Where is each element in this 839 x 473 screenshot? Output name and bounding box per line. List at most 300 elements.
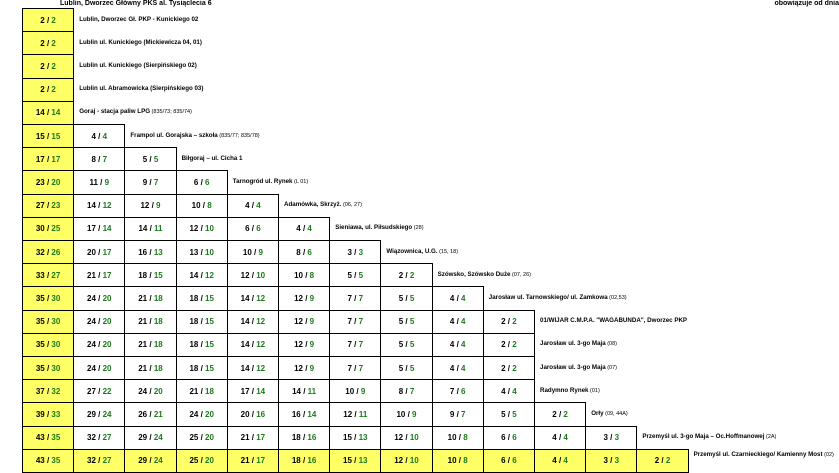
fare-cell: 21 / 17 [227,426,279,450]
fare-cell: 7 / 7 [329,310,381,334]
fare-cell: 2 / 2 [22,31,74,55]
fare-cell: 10 / 8 [432,426,484,450]
fare-normal: 32 [35,247,45,257]
fare-cell: 17 / 14 [227,379,279,403]
stop-codes: (835/77; 835/78) [217,132,260,139]
fare-cell: 16 / 14 [278,402,330,426]
fare-cell: 24 / 20 [73,286,125,310]
fare-reduced: 2 [665,456,671,466]
stop-name [79,85,203,93]
fare-reduced: 18 [153,293,163,303]
stop-label: 01/WIJAR C.M.P.A. "WAGABUNDA", Dworzec PKP [540,317,688,325]
fare-normal: 2 [552,409,557,419]
fare-cell: 2 / 2 [380,263,432,287]
stop-name [233,178,308,186]
fare-normal: 18 [189,363,199,373]
fare-reduced: 9 [309,293,315,303]
stop-name [540,340,617,348]
fare-cell: 12 / 10 [176,217,228,241]
fare-cell: 10 / 8 [176,194,228,218]
fare-normal: 10 [191,201,201,211]
fare-reduced: 10 [205,224,214,234]
fare-reduced: 5 [409,293,415,303]
fare-reduced: 12 [256,317,266,327]
stop-label: Radymno Rynek [540,386,589,394]
fare-reduced: 13 [358,433,368,443]
fare-cell: 14 / 12 [227,333,279,357]
fare-reduced: 30 [51,293,61,303]
fare-normal: 6 [245,224,250,234]
fare-normal: 4 [449,293,455,303]
fare-normal: 5 [142,154,148,164]
fare-normal: 4 [552,433,557,443]
fare-reduced: 16 [256,409,266,419]
fare-cell: 35 / 30 [22,333,74,357]
fare-cell: 4 / 4 [432,310,484,334]
fare-normal: 21 [138,317,148,327]
fare-cell: 2 / 2 [483,333,535,357]
stop-label: Przemyśl ul. Czarnieckiego/ Kamienny Most [693,450,823,458]
fare-cell: 25 / 20 [176,449,228,473]
fare-reduced: 11 [307,386,317,396]
fare-reduced: 20 [153,386,163,396]
fare-reduced: 8 [309,270,315,280]
fare-reduced: 20 [102,293,112,303]
fare-cell: 12 / 9 [124,194,176,218]
stop-label: Lublin ul. Kunickiego (Mickiewicza 04, 01) [79,38,202,46]
fare-reduced: 7 [358,317,364,327]
fare-cell: 18 / 16 [278,449,330,473]
fare-reduced: 11 [358,409,368,419]
stop-label: Adamówka, Skrzyż. [284,201,342,209]
fare-normal: 21 [189,386,199,396]
fare-normal: 12 [140,201,150,211]
fare-cell: 21 / 18 [124,333,176,357]
fare-normal: 14 [240,340,250,350]
fare-reduced: 4 [102,131,108,141]
fare-cell: 25 / 20 [176,426,228,450]
fare-cell: 18 / 15 [124,263,176,287]
fare-cell: 4 / 4 [73,124,125,148]
fare-cell: 7 / 7 [329,333,381,357]
fare-reduced: 32 [51,386,61,396]
fare-reduced: 5 [153,154,159,164]
fare-normal: 4 [449,317,455,327]
fare-normal: 2 [501,340,506,350]
fare-normal: 2 [40,38,45,48]
fare-normal: 4 [552,456,557,466]
stop-name [386,248,458,256]
fare-normal: 12 [294,363,303,373]
fare-reduced: 18 [153,363,163,373]
stop-name [284,201,362,209]
page-title: Lublin, Dworzec Główny PKS al. Tysiąclecia 6 [60,0,212,7]
fare-reduced: 12 [256,363,266,373]
fare-cell: 32 / 26 [22,240,74,264]
fare-normal: 18 [189,293,199,303]
fare-cell: 3 / 3 [585,449,637,473]
fare-normal: 2 [40,85,45,95]
fare-cell: 2 / 2 [483,356,535,380]
fare-cell: 12 / 9 [278,286,330,310]
fare-cell: 10 / 9 [380,402,432,426]
fare-reduced: 9 [309,340,315,350]
stop-name [540,387,600,395]
fare-reduced: 6 [512,456,517,466]
fare-cell: 2 / 2 [22,54,74,78]
fare-cell: 15 / 13 [329,449,381,473]
fare-normal: 20 [87,247,96,257]
fare-cell: 14 / 14 [22,101,74,125]
fare-normal: 35 [35,340,45,350]
fare-cell: 12 / 9 [278,333,330,357]
fare-reduced: 18 [205,386,214,396]
fare-reduced: 9 [104,177,110,187]
fare-cell: 12 / 9 [278,356,330,380]
stop-name [130,132,259,140]
fare-normal: 18 [138,270,148,280]
fare-reduced: 20 [51,177,61,187]
fare-reduced: 16 [307,433,317,443]
fare-cell: 4 / 4 [432,356,484,380]
fare-reduced: 20 [205,433,214,443]
fare-normal: 24 [138,386,148,396]
fare-normal: 21 [240,456,250,466]
fare-normal: 7 [347,317,352,327]
stop-codes: (06, 27) [341,202,362,209]
stop-codes: (15, 18) [437,248,459,255]
fare-cell: 20 / 17 [73,240,125,264]
fare-cell: 7 / 7 [329,286,381,310]
fare-normal: 5 [347,270,352,280]
fare-reduced: 6 [512,433,517,443]
fare-reduced: 15 [153,270,163,280]
fare-reduced: 8 [463,456,468,466]
fare-cell: 12 / 11 [329,402,381,426]
fare-normal: 21 [87,270,96,280]
fare-normal: 3 [347,247,352,257]
fare-normal: 9 [449,409,455,419]
fare-cell: 9 / 7 [432,402,484,426]
fare-cell: 4 / 4 [432,333,484,357]
fare-reduced: 26 [51,247,61,257]
fare-reduced: 24 [102,409,112,419]
fare-cell: 24 / 20 [73,333,125,357]
fare-reduced: 10 [205,247,214,257]
fare-reduced: 2 [409,270,415,280]
fare-normal: 12 [294,317,303,327]
fare-cell: 20 / 16 [227,402,279,426]
fare-normal: 8 [398,386,404,396]
fare-reduced: 6 [256,224,261,234]
fare-normal: 5 [398,293,404,303]
fare-cell: 29 / 24 [73,402,125,426]
fare-normal: 12 [294,293,303,303]
fare-cell: 16 / 13 [124,240,176,264]
stop-name [182,155,243,163]
fare-normal: 24 [189,409,199,419]
fare-cell: 14 / 11 [278,379,330,403]
fare-normal: 37 [35,386,45,396]
fare-cell: 6 / 6 [483,426,535,450]
fare-cell: 7 / 6 [432,379,484,403]
fare-cell: 14 / 12 [176,263,228,287]
fare-normal: 14 [189,270,199,280]
fare-reduced: 12 [256,293,266,303]
fare-reduced: 35 [51,433,61,443]
fare-cell: 11 / 9 [73,170,125,194]
fare-normal: 12 [189,224,199,234]
fare-cell: 15 / 13 [329,426,381,450]
fare-normal: 25 [189,433,199,443]
stop-label: Biłgoraj – ul. Cicha 1 [181,154,243,162]
fare-reduced: 15 [51,131,61,141]
fare-reduced: 2 [51,38,56,48]
fare-reduced: 5 [409,363,415,373]
fare-cell: 4 / 4 [483,379,535,403]
fare-normal: 30 [35,224,45,234]
stop-name [642,433,776,441]
fare-reduced: 14 [51,108,61,118]
fare-reduced: 13 [358,456,368,466]
fare-cell: 12 / 10 [380,426,432,450]
stop-codes: (07, 26) [510,271,531,278]
stop-name [79,39,202,47]
fare-reduced: 4 [461,340,466,350]
fare-reduced: 15 [205,363,214,373]
fare-normal: 8 [91,154,96,164]
fare-reduced: 18 [153,317,163,327]
fare-normal: 5 [501,409,506,419]
fare-normal: 35 [35,317,45,327]
fare-normal: 7 [449,386,455,396]
fare-reduced: 14 [102,224,112,234]
stop-name [540,364,617,372]
stop-name [335,224,423,232]
fare-cell: 24 / 20 [73,356,125,380]
fare-reduced: 8 [207,201,212,211]
fare-reduced: 20 [205,456,214,466]
fare-reduced: 4 [461,363,466,373]
fare-cell: 7 / 7 [329,356,381,380]
stop-name [79,62,197,70]
fare-cell: 21 / 18 [176,379,228,403]
fare-reduced: 10 [256,270,266,280]
fare-normal: 29 [138,456,148,466]
fare-reduced: 18 [153,340,163,350]
fare-reduced: 8 [463,433,468,443]
fare-normal: 43 [35,456,45,466]
fare-normal: 7 [347,340,352,350]
fare-normal: 29 [138,433,148,443]
fare-cell: 21 / 18 [124,286,176,310]
fare-reduced: 6 [307,247,312,257]
stop-codes: (28) [412,225,424,232]
fare-cell: 12 / 10 [227,263,279,287]
fare-normal: 24 [87,317,96,327]
fare-cell: 21 / 18 [124,310,176,334]
fare-reduced: 23 [51,201,61,211]
fare-normal: 2 [501,363,506,373]
fare-reduced: 2 [51,61,56,71]
fare-reduced: 2 [563,409,568,419]
fare-normal: 21 [138,340,148,350]
fare-cell: 33 / 27 [22,263,74,287]
fare-cell: 18 / 15 [176,310,228,334]
fare-reduced: 3 [358,247,364,257]
fare-normal: 6 [501,456,506,466]
fare-cell: 14 / 12 [227,356,279,380]
fare-cell: 4 / 4 [534,426,586,450]
fare-reduced: 12 [256,340,266,350]
fare-cell: 18 / 15 [176,286,228,310]
fare-normal: 25 [189,456,199,466]
fare-reduced: 5 [409,340,415,350]
fare-cell: 32 / 27 [73,449,125,473]
fare-normal: 5 [398,340,404,350]
stop-codes: (01) [588,387,600,394]
fare-normal: 3 [603,456,608,466]
fare-cell: 2 / 2 [534,402,586,426]
fare-reduced: 6 [461,386,466,396]
fare-reduced: 3 [614,433,620,443]
fare-reduced: 9 [360,386,366,396]
fare-reduced: 3 [614,456,620,466]
fare-reduced: 17 [102,247,112,257]
fare-cell: 2 / 2 [22,78,74,102]
fare-reduced: 9 [309,317,315,327]
stop-label: Frampol ul. Gorajska – szkoła [130,131,218,139]
fare-cell: 5 / 5 [483,402,535,426]
fare-reduced: 20 [205,409,214,419]
fare-normal: 21 [138,293,148,303]
fare-normal: 16 [138,247,148,257]
fare-normal: 7 [347,363,352,373]
fare-reduced: 12 [102,201,112,211]
fare-reduced: 7 [102,154,108,164]
fare-reduced: 17 [256,433,266,443]
fare-cell: 14 / 12 [227,310,279,334]
fare-normal: 15 [343,456,352,466]
fare-normal: 12 [294,340,303,350]
fare-cell: 9 / 7 [124,170,176,194]
fare-cell: 5 / 5 [124,147,176,171]
fare-reduced: 2 [512,340,517,350]
fare-reduced: 20 [102,363,112,373]
fare-normal: 10 [242,247,252,257]
fare-normal: 4 [91,131,96,141]
fare-reduced: 10 [409,433,419,443]
fare-normal: 43 [35,433,45,443]
stop-label: Jarosław ul. Tarnowskiego/ ul. Zamkowa [488,294,608,301]
fare-reduced: 27 [102,456,112,466]
fare-reduced: 7 [358,340,364,350]
fare-reduced: 20 [102,317,112,327]
fare-normal: 2 [40,15,45,25]
fare-cell: 39 / 33 [22,402,74,426]
stop-label: Jarosław ul. 3-go Maja [540,363,606,371]
fare-normal: 23 [35,177,45,187]
stop-label: Jarosław ul. 3-go Maja [540,340,606,348]
fare-normal: 10 [396,409,406,419]
fare-normal: 10 [294,270,303,280]
fare-normal: 4 [501,386,506,396]
fare-reduced: 15 [205,293,214,303]
fare-cell: 5 / 5 [380,310,432,334]
fare-cell: 18 / 15 [176,356,228,380]
stop-name [438,271,531,279]
fare-reduced: 7 [358,363,364,373]
fare-normal: 18 [189,340,199,350]
fare-normal: 4 [296,224,301,234]
fare-normal: 13 [189,247,199,257]
fare-reduced: 12 [205,270,214,280]
fare-reduced: 30 [51,317,61,327]
stop-codes: (L 01) [292,179,309,185]
fare-normal: 35 [35,363,45,373]
fare-normal: 10 [447,456,457,466]
fare-cell: 2 / 2 [483,310,535,334]
fare-normal: 14 [138,224,148,234]
stop-label: Przemyśl ul. 3-go Maja – Oс.Hoffmanowej [642,433,765,441]
fare-cell: 43 / 35 [22,426,74,450]
fare-reduced: 4 [563,433,568,443]
stop-name [79,108,192,116]
fare-normal: 4 [245,201,250,211]
fare-reduced: 35 [51,456,61,466]
fare-reduced: 24 [153,433,163,443]
fare-reduced: 9 [258,247,263,257]
fare-reduced: 2 [512,363,517,373]
fare-reduced: 7 [358,293,364,303]
fare-normal: 35 [35,293,45,303]
fare-cell: 43 / 35 [22,449,74,473]
stop-name [489,294,627,302]
fare-cell: 14 / 12 [73,194,125,218]
fare-cell: 27 / 22 [73,379,125,403]
stop-codes: (2A) [764,434,777,441]
fare-normal: 29 [87,409,96,419]
fare-normal: 14 [35,108,45,118]
validity-note: obowiązuje od dnia [774,0,839,7]
fare-cell: 5 / 5 [380,356,432,380]
fare-reduced: 14 [256,386,266,396]
stop-codes: (09, 44A) [603,411,628,417]
fare-cell: 12 / 9 [278,310,330,334]
fare-reduced: 7 [153,177,159,187]
fare-normal: 18 [189,317,199,327]
fare-cell: 5 / 5 [329,263,381,287]
fare-normal: 33 [35,270,45,280]
fare-normal: 10 [447,433,457,443]
fare-normal: 9 [142,177,148,187]
fare-cell: 29 / 24 [124,449,176,473]
stop-label: Szówsko, Szówsko Duże [437,270,511,278]
stop-label: Tarnogród ul. Rynek [232,178,293,185]
stop-label: Lublin, Dworzec Gł. PKP - Kunickiego 02 [79,15,199,23]
fare-reduced: 5 [358,270,364,280]
fare-normal: 21 [240,433,250,443]
stop-codes: (02,53) [607,295,627,301]
fare-normal: 14 [240,293,250,303]
fare-reduced: 9 [412,409,417,419]
fare-normal: 24 [87,293,96,303]
fare-reduced: 15 [205,317,214,327]
fare-reduced: 4 [461,293,466,303]
fare-reduced: 30 [51,340,61,350]
fare-cell: 4 / 4 [227,194,279,218]
fare-normal: 12 [240,270,250,280]
